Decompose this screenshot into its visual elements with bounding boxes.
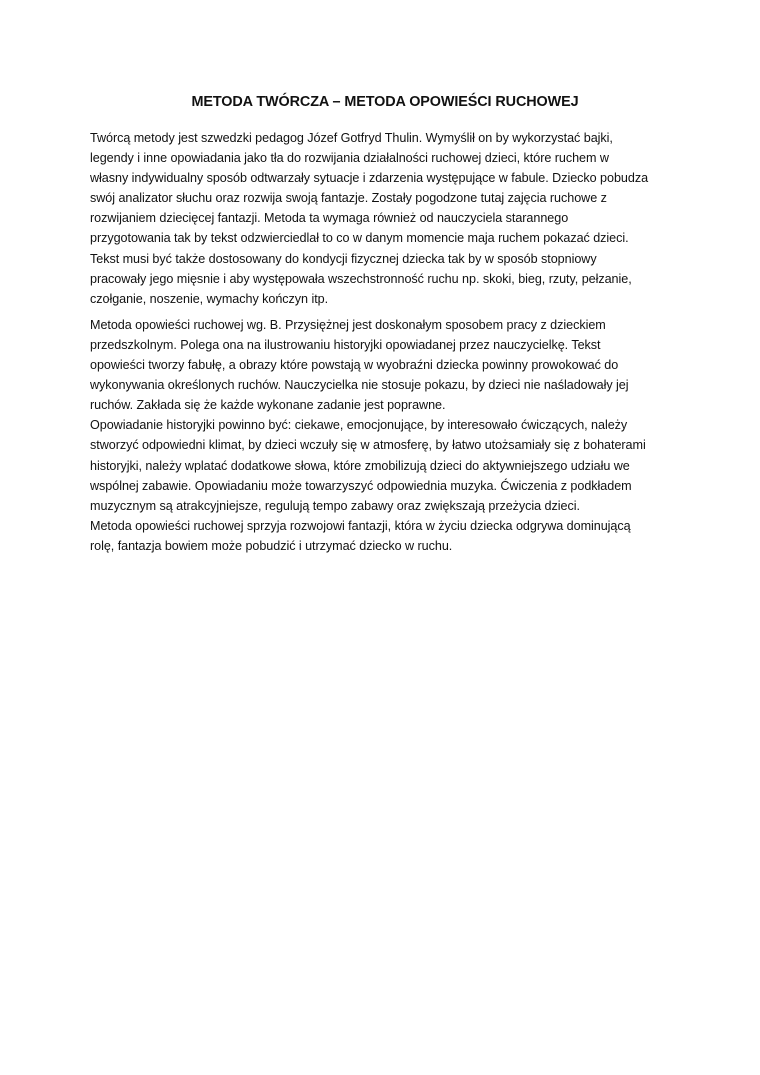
paragraph-line: muzycznym są atrakcyjniejsze, regulują tempo zabawy oraz zwiększają przeżycia dzieci.: [90, 498, 580, 513]
paragraph-line: własny indywidualny sposób odtwarzały sytuacje i zdarzenia występujące w fabule. Dziecko pobudza: [90, 171, 649, 186]
paragraph-line: Metoda opowieści ruchowej sprzyja rozwojowi fantazji, która w życiu dziecka odgrywa dominującą: [90, 518, 631, 533]
paragraph-line: Tekst musi być także dostosowany do kondycji fizycznej dziecka tak by w sposób stopniowy: [90, 251, 597, 266]
paragraph-line: legendy i inne opowiadania jako tła do rozwijania działalności ruchowej dzieci, które ruchem w: [90, 151, 609, 166]
paragraph-2: [90, 315, 680, 556]
paragraph-line: pracowały jego mięsnie i aby występowała wszechstronność ruchu np. skoki, bieg, rzuty, pełzanie,: [90, 271, 632, 286]
paragraph-line: stworzyć odpowiedni klimat, by dzieci wczuły się w atmosferę, by łatwo utożsamiały się z bohaterami: [90, 438, 646, 453]
paragraph-line: przedszkolnym. Polega ona na ilustrowaniu historyjki opowiadanej przez nauczycielkę. Tekst: [90, 337, 601, 352]
paragraph-line: opowieści tworzy fabułę, a obrazy które powstają w wyobraźni dziecka powinny prowokować do: [90, 358, 619, 373]
paragraph-line: ruchów. Zakłada się że każde wykonane zadanie jest poprawne.: [90, 398, 446, 413]
document-content: [90, 92, 680, 556]
paragraph-line: swój analizator słuchu oraz rozwija swoją fantazje. Zostały pogodzone tutaj zajęcia ruchowe z: [90, 191, 607, 206]
paragraph-line: Opowiadanie historyjki powinno być: ciekawe, emocjonujące, by interesowało ćwiczących, należy: [90, 418, 628, 433]
paragraph-line: Twórcą metody jest szwedzki pedagog Józef Gotfryd Thulin. Wymyślił on by wykorzystać bajki,: [90, 131, 613, 145]
paragraph-line: Metoda opowieści ruchowej wg. B. Przysiężnej jest doskonałym sposobem pracy z dzieckiem: [90, 317, 606, 332]
paragraph-1: [90, 128, 680, 309]
document-title: METODA TWÓRCZA – METODA OPOWIEŚCI RUCHOWEJ: [191, 94, 579, 110]
paragraph-line: rozwijaniem dziecięcej fantazji. Metoda ta wymaga również od nauczyciela starannego: [90, 211, 569, 226]
paragraph-line: rolę, fantazja bowiem może pobudzić i utrzymać dziecko w ruchu.: [90, 538, 453, 553]
paragraph-line: przygotowania tak by tekst odzwierciedlał to co w danym momencie maja ruchem pokazać dzieci.: [90, 231, 629, 246]
paragraph-line: historyjki, należy wplatać dodatkowe słowa, które zmobilizują dzieci do aktywniejszego udziału we: [90, 458, 630, 473]
paragraph-line: wykonywania określonych ruchów. Nauczycielka nie stosuje pokazu, by dzieci nie naśladowały jej: [90, 378, 629, 393]
paragraph-line: wspólnej zabawie. Opowiadaniu może towarzyszyć odpowiednia muzyka. Ćwiczenia z podkładem: [90, 478, 632, 493]
paragraph-line: czołganie, noszenie, wymachy kończyn itp.: [90, 291, 329, 306]
